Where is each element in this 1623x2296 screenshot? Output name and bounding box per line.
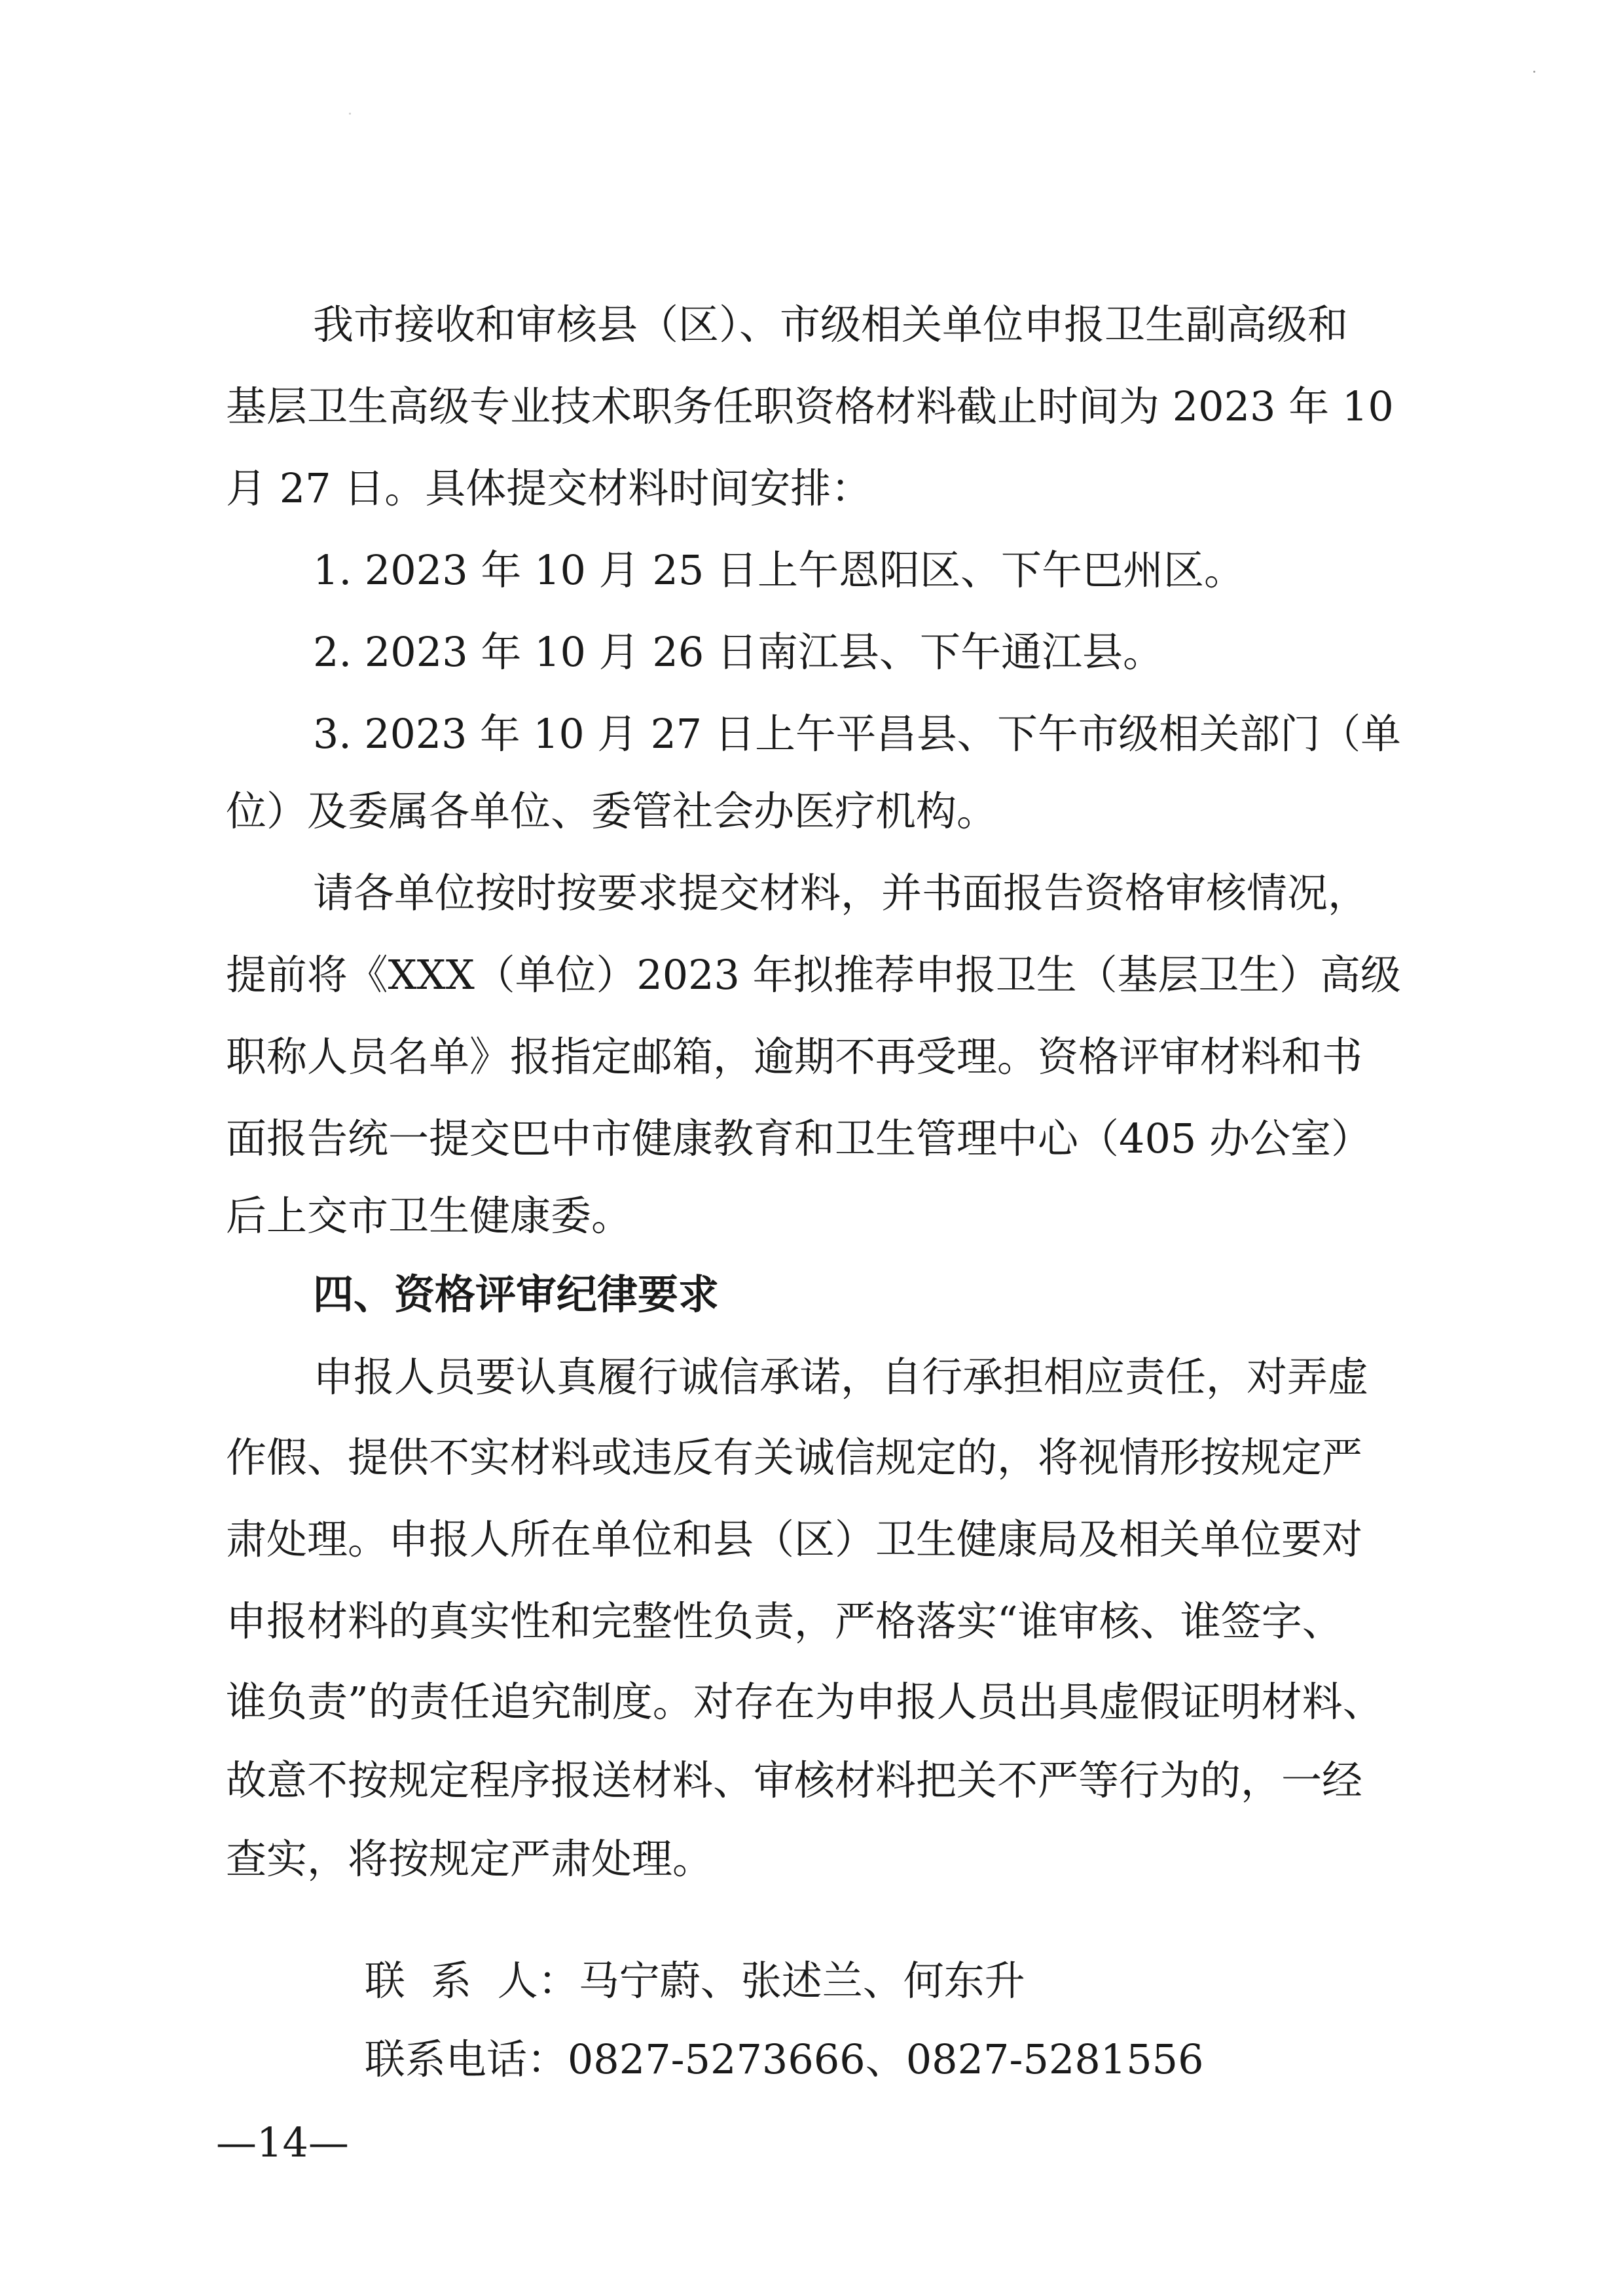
paragraph-1-line-2: 基层卫生高级专业技术职务任职资格材料截止时间为 2023 年 10: [226, 382, 1394, 430]
contact-phone-numbers: 0827-5273666、0827-5281556: [567, 2035, 1204, 2083]
schedule-item-3: 3. 2023 年 10 月 27 日上午平昌县、下午市级相关部门（单: [313, 710, 1401, 758]
paragraph-2-line-2: 提前将《XXX（单位）2023 年拟推荐申报卫生（基层卫生）高级: [226, 951, 1401, 999]
contact-person-names: 马宁蔚、张述兰、何东升: [578, 1957, 1025, 2005]
paragraph-2-line-3: 职称人员名单》报指定邮箱，逾期不再受理。资格评审材料和书: [226, 1033, 1363, 1081]
scan-speck: [349, 113, 351, 115]
paragraph-2-line-4: 面报告统一提交巴中市健康教育和卫生管理中心（405 办公室）: [226, 1115, 1372, 1162]
schedule-item-2: 2. 2023 年 10 月 26 日南江县、下午通江县。: [313, 628, 1163, 676]
paragraph-3-line-3: 肃处理。申报人所在单位和县（区）卫生健康局及相关单位要对: [226, 1515, 1363, 1563]
paragraph-1-line-1: 我市接收和审核县（区）、市级相关单位申报卫生副高级和: [313, 301, 1349, 348]
schedule-item-3-continued: 位）及委属各单位、委管社会办医疗机构。: [226, 787, 998, 835]
schedule-item-1: 1. 2023 年 10 月 25 日上午恩阳区、下午巴州区。: [313, 546, 1245, 594]
paragraph-3-line-5: 谁负责”的责任追究制度。对存在为申报人员出具虚假证明材料、: [226, 1678, 1383, 1726]
paragraph-2-line-1: 请各单位按时按要求提交材料，并书面报告资格审核情况，: [313, 869, 1369, 917]
paragraph-3-line-4: 申报材料的真实性和完整性负责，严格落实“谁审核、谁签字、: [226, 1597, 1343, 1645]
paragraph-3-line-2: 作假、提供不实材料或违反有关诚信规定的，将视情形按规定严: [226, 1434, 1363, 1481]
paragraph-3-line-6: 故意不按规定程序报送材料、审核材料把关不严等行为的，一经: [226, 1756, 1363, 1804]
paragraph-1-line-3: 月 27 日。具体提交材料时间安排：: [226, 464, 872, 512]
paragraph-2-line-5: 后上交市卫生健康委。: [226, 1192, 632, 1240]
scan-speck: [1533, 71, 1535, 73]
section-heading: 四、资格评审纪律要求: [313, 1270, 720, 1318]
contact-phone-label: 联系电话：: [364, 2035, 568, 2083]
contact-person-label: 联 系 人：: [364, 1957, 579, 2005]
contact-phone-row: [313, 1999, 1204, 2120]
paragraph-3-line-1: 申报人员要认真履行诚信承诺，自行承担相应责任，对弄虚: [313, 1353, 1369, 1401]
page-number: —14—: [216, 2119, 349, 2166]
paragraph-3-line-7: 查实，将按规定严肃处理。: [226, 1835, 714, 1883]
